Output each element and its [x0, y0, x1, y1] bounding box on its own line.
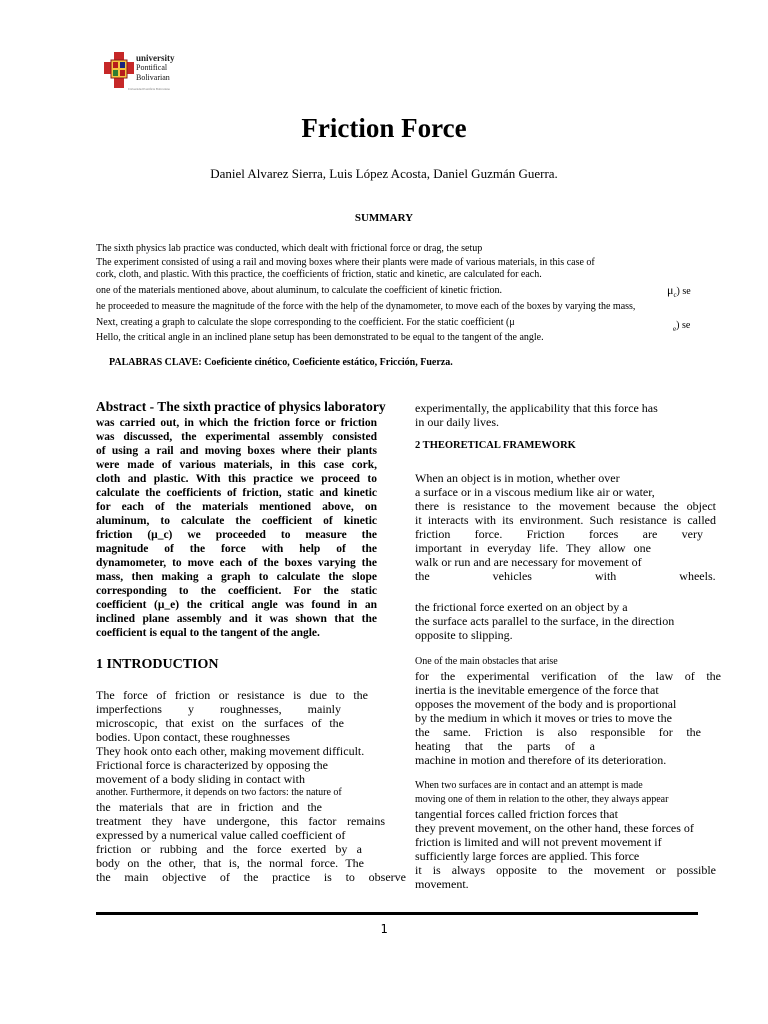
- theory-line: opposite to slipping.: [415, 628, 513, 642]
- theoretical-framework-heading: 2 THEORETICAL FRAMEWORK: [415, 440, 576, 451]
- intro-line: treatment they have undergone, this factor remains: [96, 814, 385, 828]
- shield-cross-icon: [102, 50, 136, 90]
- theory-paragraph-2: [415, 600, 716, 642]
- intro-line: the main objective of the practice is to observe: [96, 870, 406, 884]
- summary-line: cork, cloth, and plastic. With this practice, the coefficients of friction, static and kinetic, are calculated for each.: [96, 269, 542, 280]
- abstract-heading: Abstract - The sixth practice of physics laboratory: [96, 399, 386, 414]
- intro-line: Frictional force is characterized by opposing the: [96, 758, 328, 772]
- theory-line: opposes the movement of the body and is proportional: [415, 697, 677, 711]
- abstract-line: calculate the coefficients of friction, static and kinetic: [96, 487, 377, 499]
- theory-line: heating that the parts of a: [415, 739, 595, 753]
- intro-line: microscopic, that exist on the surfaces of the: [96, 716, 344, 730]
- intro-line: expressed by a numerical value called coefficient of: [96, 828, 346, 842]
- theory-line: movement.: [415, 877, 469, 891]
- summary-line: The experiment consisted of using a rail and moving boxes where their plants were made of various materials, in this case of: [96, 257, 595, 268]
- theory-line: walk or run and are necessary for movement of: [415, 555, 642, 569]
- summary-heading: SUMMARY: [354, 212, 414, 224]
- theory-line: When an object is in motion, whether over: [415, 471, 620, 485]
- theory-line: they prevent movement, on the other hand, these forces of: [415, 821, 694, 835]
- logo-text: [136, 53, 175, 83]
- summary-line: he proceeded to measure the magnitude of the force with the help of the dynamometer, to move each of the boxes by varying the mass,: [96, 301, 636, 312]
- logo-line1: university: [136, 53, 175, 63]
- theory-line: important in everyday life. They allow one: [415, 541, 651, 555]
- keywords: PALABRAS CLAVE: Coeficiente cinético, Coeficiente estático, Fricción, Fuerza.: [109, 357, 453, 368]
- theory-line: inertia is the inevitable emergence of the force that: [415, 683, 659, 697]
- abstract-line: were made of various materials, in this case cork,: [96, 459, 377, 471]
- intro-line: imperfections y roughnesses, mainly: [96, 702, 341, 716]
- abstract-line: friction (μ_c) we proceeded to measure the: [96, 529, 377, 541]
- theory-line: the surface acts parallel to the surface, in the direction: [415, 614, 675, 628]
- theory-paragraph-4: [415, 779, 716, 891]
- university-logo: [100, 45, 200, 99]
- intro-line: The force of friction or resistance is due to the: [96, 688, 368, 702]
- theory-line: by the medium in which it moves or tries to move the: [415, 711, 672, 725]
- logo-caption: Universidad Pontificia Bolivariana: [128, 87, 170, 91]
- theory-line: tangential forces called friction forces that: [415, 807, 618, 821]
- summary-line: Hello, the critical angle in an inclined plane setup has been demonstrated to be equal to the tangent of the angle.: [96, 332, 544, 343]
- theory-line: a surface or in a viscous medium like air or water,: [415, 485, 655, 499]
- abstract-line: dynamometer, to move each of the boxes varying the: [96, 557, 377, 569]
- summary-line: The sixth physics lab practice was conducted, which dealt with frictional force or drag, the setup: [96, 243, 483, 254]
- mu-c-symbol: $\mu_c$) se: [667, 283, 691, 299]
- abstract-line: cloth and plastic. With this practice we proceed to: [96, 473, 377, 485]
- theory-line: for the experimental verification of the law of the: [415, 669, 721, 683]
- theory-line: One of the main obstacles that arise: [415, 656, 558, 667]
- abstract-line: coefficient (μ_e) the critical angle was found in an: [96, 599, 377, 611]
- theory-line: When two surfaces are in contact and an attempt is made: [415, 780, 643, 791]
- intro-line: bodies. Upon contact, these roughnesses: [96, 730, 290, 744]
- right-column-intro: [415, 401, 716, 429]
- right-line: experimentally, the applicability that this force has: [415, 401, 658, 415]
- theory-paragraph-3: [415, 655, 721, 767]
- theory-line: friction force. Friction forces are very: [415, 527, 703, 541]
- abstract-body: [96, 416, 377, 640]
- logo-line3: Bolivarian: [136, 73, 170, 82]
- abstract-line: coefficient is equal to the tangent of the angle.: [96, 627, 320, 639]
- intro-line: body on the other, that is, the normal force. The: [96, 856, 364, 870]
- intro-line: They hook onto each other, making movement difficult.: [96, 744, 365, 758]
- abstract-line: was carried out, in which the friction force or friction: [96, 417, 377, 429]
- theory-line: the vehicles with wheels.: [415, 569, 716, 583]
- theory-line: sufficiently large forces are applied. This force: [415, 849, 640, 863]
- intro-line: the materials that are in friction and the: [96, 800, 322, 814]
- intro-line: movement of a body sliding in contact with: [96, 772, 305, 786]
- theory-line: moving one of them in relation to the other, they always appear: [415, 794, 669, 805]
- summary-line: Next, creating a graph to calculate the slope corresponding to the coefficient. For the static coefficient (μ: [96, 317, 515, 328]
- theory-line: there is resistance to the movement because the object: [415, 499, 716, 513]
- summary-line: one of the materials mentioned above, about aluminum, to calculate the coefficient of kinetic friction.: [96, 285, 503, 296]
- theory-line: friction is limited and will not prevent movement if: [415, 835, 662, 849]
- paper-title: Friction Force: [301, 113, 467, 143]
- abstract-line: mass, then making a graph to calculate the slope: [96, 571, 377, 583]
- theory-line: it is always opposite to the movement or possible: [415, 863, 716, 877]
- abstract-line: was discussed, the experimental assembly consisted: [96, 431, 377, 443]
- intro-line: another. Furthermore, it depends on two factors: the nature of: [96, 787, 342, 798]
- footer-rule: [96, 912, 698, 915]
- theory-line: the same. Friction is also responsible for the: [415, 725, 701, 739]
- abstract-line: of using a rail and moving boxes where their plants: [96, 445, 377, 457]
- theory-line: machine in motion and therefore of its deterioration.: [415, 753, 667, 767]
- theory-line: it interacts with its environment. Such resistance is called: [415, 513, 716, 527]
- abstract-line: magnitude of the force with help of the: [96, 543, 377, 555]
- theory-line: the frictional force exerted on an object by a: [415, 600, 628, 614]
- authors: Daniel Alvarez Sierra, Luis López Acosta, Daniel Guzmán Guerra.: [210, 166, 558, 181]
- right-line: in our daily lives.: [415, 415, 499, 429]
- intro-line: friction or rubbing and the force exerted by a: [96, 842, 362, 856]
- abstract-line: inclined plane assembly and it was shown that the: [96, 613, 377, 625]
- page-number: 1: [380, 922, 388, 936]
- abstract-line: for each of the materials mentioned above, on: [96, 501, 377, 513]
- abstract-line: aluminum, to calculate the coefficient of kinetic: [96, 515, 377, 527]
- mu-e-tail: $_e$) se: [673, 320, 691, 333]
- abstract-line: corresponding to the coefficient. For the static: [96, 585, 377, 597]
- logo-line2: Pontifical: [136, 63, 168, 72]
- introduction-heading: 1 INTRODUCTION: [96, 657, 219, 672]
- theory-paragraph-1: [415, 471, 716, 583]
- introduction-body: [96, 688, 406, 884]
